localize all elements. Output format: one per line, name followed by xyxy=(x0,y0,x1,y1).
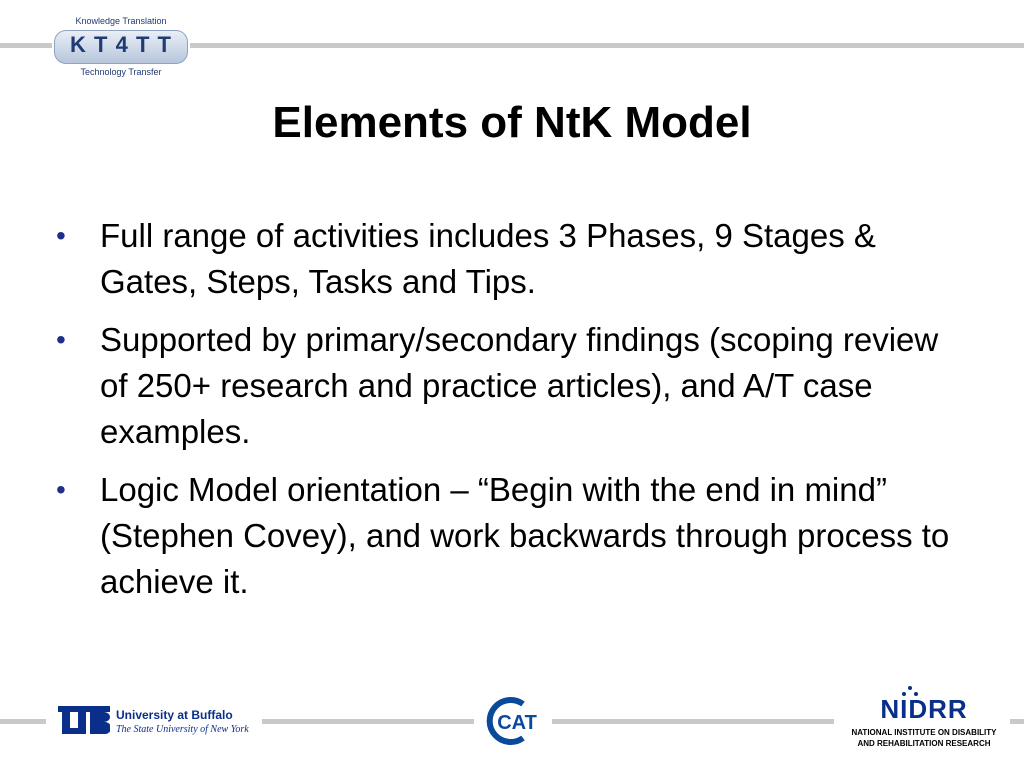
cat-logo xyxy=(485,696,543,746)
logo-caption-bottom: Technology Transfer xyxy=(80,67,162,77)
kt4tt-logo xyxy=(54,12,188,82)
bullet-icon: • xyxy=(56,324,66,355)
logo-caption-top: Knowledge Translation xyxy=(75,16,167,26)
footer-rule xyxy=(0,719,46,724)
footer-rule xyxy=(262,719,474,724)
ub-logo xyxy=(58,702,258,744)
bullet-item xyxy=(56,467,956,605)
footer-rule xyxy=(1010,719,1024,724)
ub-name: University at Buffalo xyxy=(116,708,233,722)
bullet-item xyxy=(56,213,956,305)
logo-letters: K T 4 T T xyxy=(70,32,172,57)
bullet-text: Supported by primary/secondary findings (scoping review of 250+ research and practice articles), and A/T case examples. xyxy=(100,321,939,450)
nidrr-line-2: AND REHABILITATION RESEARCH xyxy=(857,739,991,748)
ub-subtitle: The State University of New York xyxy=(116,724,249,735)
bullet-text: Full range of activities includes 3 Phases, 9 Stages & Gates, Steps, Tasks and Tips. xyxy=(100,217,876,300)
bullet-list xyxy=(56,213,956,617)
header-rule-left xyxy=(0,43,52,48)
bullet-icon: • xyxy=(56,474,66,505)
nidrr-logo xyxy=(838,684,1010,760)
nidrr-line-1: NATIONAL INSTITUTE ON DISABILITY xyxy=(851,728,997,737)
ub-monogram-icon xyxy=(58,704,110,740)
footer-rule xyxy=(552,719,834,724)
bullet-item xyxy=(56,317,956,455)
cat-logo-text: CAT xyxy=(497,712,537,734)
bullet-icon: • xyxy=(56,220,66,251)
header-rule-right xyxy=(190,43,1024,48)
nidrr-wordmark: NIDRR xyxy=(880,694,968,724)
bullet-text: Logic Model orientation – “Begin with the end in mind” (Stephen Covey), and work backwards through process to achieve it. xyxy=(100,471,950,600)
slide-title: Elements of NtK Model xyxy=(272,98,752,147)
